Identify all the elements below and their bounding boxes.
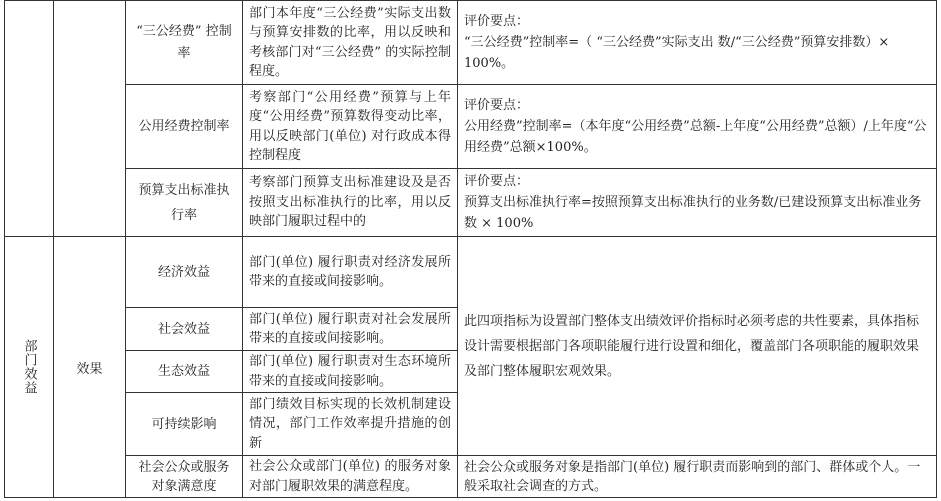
- evaluation-text: 社会公众或服务对象是指部门(单位) 履行职责而影响到的部门、群体或个人。一般采取社会调查的方式。: [464, 459, 921, 494]
- evaluation-cell: [457, 168, 937, 237]
- description-text: 部门(单位) 履行职责对经济发展所带来的直接或间接影响。: [249, 254, 451, 289]
- indicator-cell: [125, 455, 243, 498]
- description-text: 社会公众或部门(单位) 的服务对象对部门履职效果的满意程度。: [249, 459, 451, 494]
- indicator-cell: [125, 307, 243, 351]
- description-text: 部门本年度“三公经费”实际支出数与预算安排数的比率，用以反映和考核部门对“三公经费” 的实际控制程度。: [249, 5, 451, 79]
- level1-cell-empty: [4, 0, 54, 237]
- indicator-label: 预算支出标准执行率: [138, 182, 230, 223]
- subcategory-label: 效果: [76, 361, 103, 377]
- category-cell: [4, 236, 54, 498]
- indicator-label: 可持续影响: [151, 416, 217, 432]
- description-text: 部门(单位) 履行职责对生态环境所带来的直接或间接影响。: [249, 354, 451, 389]
- description-cell: [242, 168, 458, 237]
- evaluation-title: 评价要点：: [464, 14, 530, 29]
- description-cell: [242, 236, 458, 308]
- indicator-cell: [125, 392, 243, 456]
- subcategory-cell: [53, 236, 126, 498]
- description-cell: [242, 392, 458, 456]
- level2-cell-empty: [53, 0, 126, 237]
- evaluation-title: 评价要点：: [464, 98, 530, 113]
- indicator-cell: [125, 236, 243, 308]
- shared-evaluation-text: 此四项指标为设置部门整体支出绩效评价指标时必须考虑的共性要素，具体指标设计需要根据部门各项职能履行进行设置和细化，覆盖部门各项职能的履职效果及部门整体履职宏观效果。: [464, 313, 920, 379]
- evaluation-formula: “三公经费”控制率=（ “三公经费”实际支出 数/“三公经费”预算安排数）× 100%。: [464, 35, 890, 71]
- indicator-label: 公用经费控制率: [138, 119, 230, 134]
- description-cell: [242, 0, 458, 85]
- evaluation-formula: 预算支出标准执行率=按照预算支出标准执行的业务数/已建设预算支出标准业务数 × 100%: [464, 195, 922, 231]
- evaluation-cell: [457, 0, 937, 85]
- category-label: 部门效益: [21, 339, 37, 395]
- indicator-label: 社会效益: [157, 321, 210, 337]
- description-cell: [242, 84, 458, 169]
- indicator-label: 经济效益: [157, 264, 210, 280]
- description-cell: [242, 350, 458, 393]
- evaluation-cell: [457, 84, 937, 169]
- description-text: 部门绩效目标实现的长效机制建设情况，部门工作效率提升措施的创新: [249, 396, 451, 451]
- description-text: 考察部门预算支出标准建设及是否按照支出标准执行的比率，用以反映部门履职过程中的: [249, 175, 451, 230]
- description-cell: [242, 455, 458, 498]
- shared-evaluation-cell: [457, 236, 937, 456]
- description-cell: [242, 307, 458, 351]
- evaluation-title: 评价要点：: [464, 174, 530, 189]
- indicator-cell: [125, 168, 243, 237]
- indicator-cell: [125, 0, 243, 85]
- description-text: 部门(单位) 履行职责对社会发展所带来的直接或间接影响。: [249, 311, 451, 346]
- indicator-label: 生态效益: [157, 364, 210, 379]
- evaluation-cell: [457, 455, 937, 498]
- indicator-label: “三公经费” 控制率: [136, 23, 232, 61]
- indicator-label: 社会公众或服务对象满意度: [138, 459, 230, 494]
- description-text: 考察部门“公用经费”预算与上年度“公用经费”预算数得变动比率，用以反映部门(单位) 对行政成本得控制程度: [249, 89, 451, 163]
- indicator-cell: [125, 350, 243, 393]
- indicator-cell: [125, 84, 243, 169]
- evaluation-formula: 公用经费”控制率=（本年度“公用经费”总额-上年度“公用经费”总额）/上年度“公用经费”总额×100%。: [464, 119, 927, 155]
